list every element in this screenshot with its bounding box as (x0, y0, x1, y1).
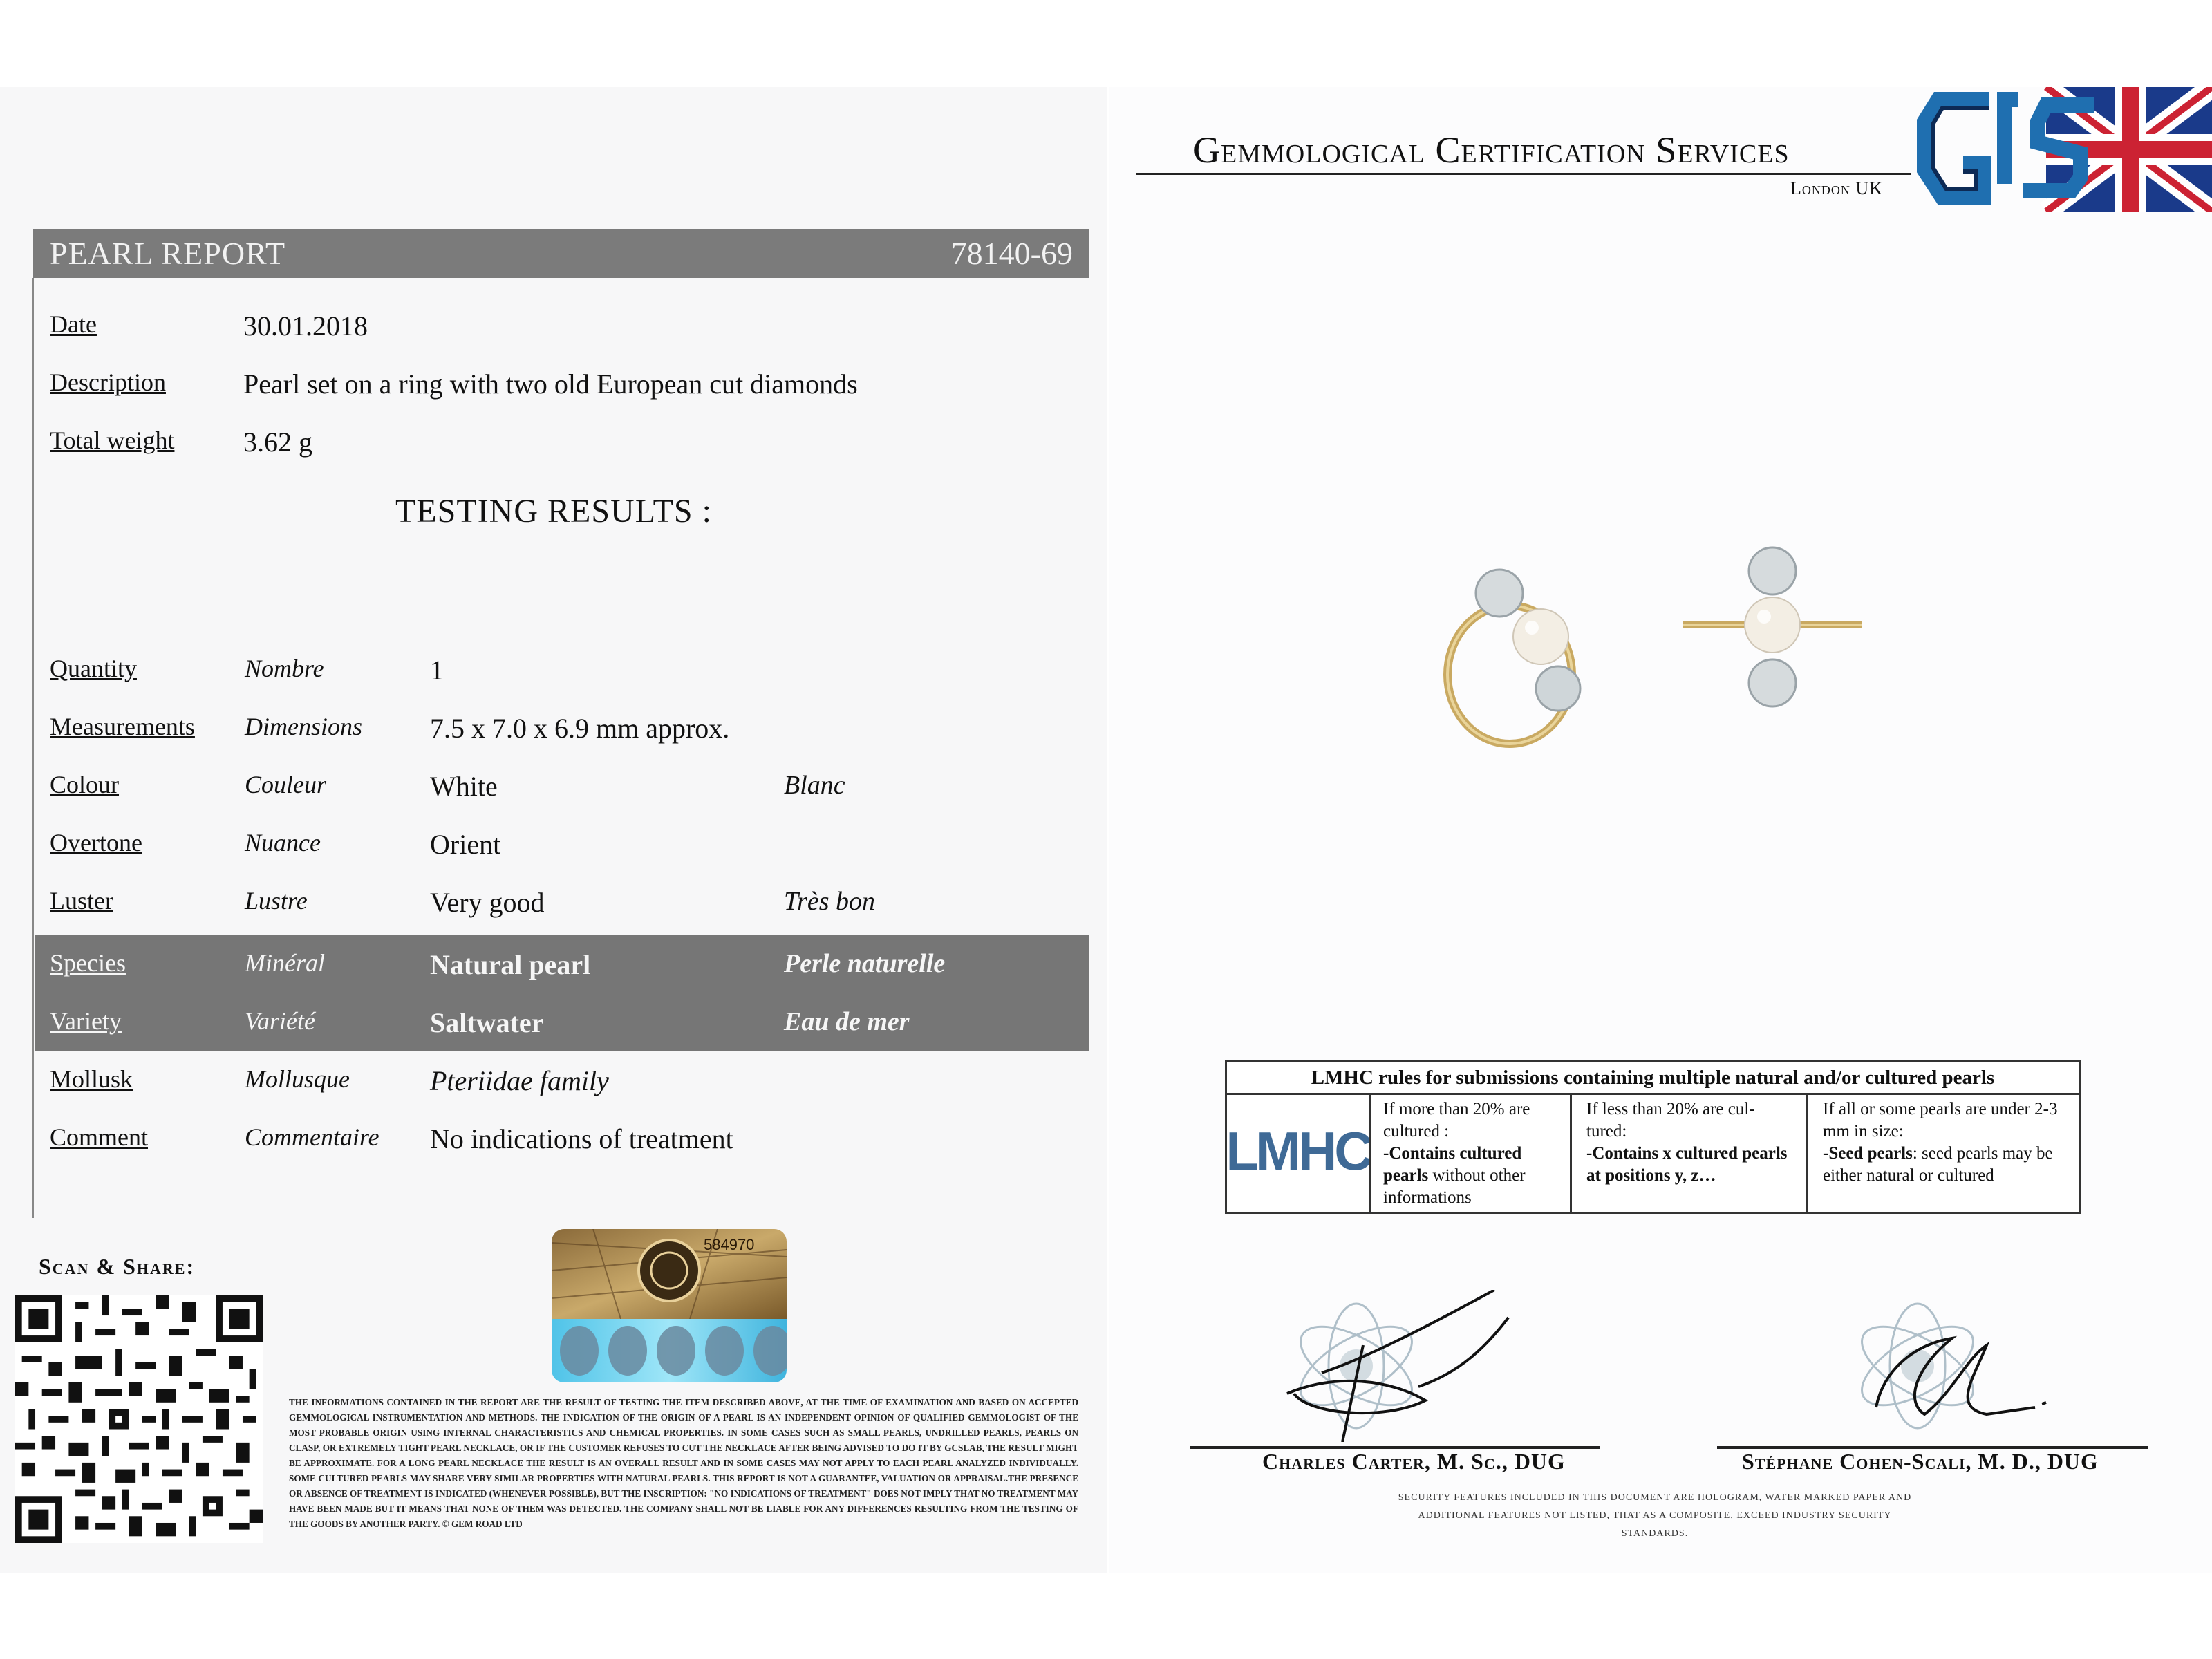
result-value: 1 (430, 655, 444, 686)
report-header-bar (33, 229, 1089, 278)
ring-photo (1427, 543, 1869, 751)
qr-code[interactable] (15, 1295, 263, 1543)
result-fr-label: Minéral (245, 949, 325, 977)
result-fr-value: Très bon (784, 887, 875, 916)
signer-name: Charles Carter, M. Sc., DUG (1262, 1449, 1566, 1474)
result-value: Orient (430, 829, 501, 860)
testing-heading: TESTING RESULTS : (395, 493, 712, 529)
result-row (35, 1109, 1089, 1167)
result-fr-label: Nuance (245, 829, 321, 856)
scan-share-label: Scan & Share: (39, 1254, 196, 1279)
result-label: Overtone (50, 829, 142, 856)
lmhc-col2-b: -Contains x cultured pearls at positions y, z… (1586, 1144, 1788, 1185)
description-label: Description (50, 368, 166, 396)
description-value: Pearl set on a ring with two old European cut diamonds (243, 368, 858, 400)
pearl-report-page (0, 87, 1107, 1573)
date-value: 30.01.2018 (243, 310, 368, 341)
company-name: Gemmological Certification Services (1193, 129, 1790, 171)
result-value: Saltwater (430, 1007, 544, 1038)
company-location: London UK (1790, 178, 1883, 198)
result-value: Natural pearl (430, 949, 591, 980)
lmhc-col3-b: -Seed pearls (1823, 1144, 1913, 1163)
lmhc-col1-c: without other informations (1383, 1166, 1526, 1207)
result-fr-label: Dimensions (245, 713, 362, 740)
result-value: Very good (430, 887, 545, 918)
lmhc-rules-table (1225, 1060, 2081, 1214)
disclaimer-text: THE INFORMATIONS CONTAINED IN THE REPORT ARE THE RESULT OF TESTING THE ITEM DESCRIBED ABOVE, AT THE TIME OF EXAMINATION AND BASED ON ACCEPTED GEMMOLOGICAL INSTRUMENTATION AND METHODS. THE INDICATION OF THE ORIGIN OF A PEARL IS AN INDEPENDENT OPINION OF QUALIFIED GEMMOLOGIST OF THE MOST PROBABLE ORIGIN USING INTERNAL CHARACTERISTICS AND CHEMICAL PROPERTIES. IN SOME CASES SUCH AS SMALL PEARLS, UNDRILLED PEARLS, PEARLS ON CLASP, OR EXTREMELY TIGHT PEARL NECKLACE, OR IF THE CUSTOMER REFUSES TO CUT THE NECKLACE AFTER BEING ADVISED TO DO IT BY GCSLAB, THE RESULT MIGHT BE APPROXIMATE. FOR A LONG PEARL NECKLACE THE RESULT IS AN OVERALL RESULT AND IN SOME CASES MAY NOT APPLY TO EACH PEARL ANALYZED INDIVIDUALLY. SOME CULTURED PEARLS MAY SHARE VERY SIMILAR PROPERTIES WITH NATURAL PEARLS. THIS REPORT IS NOT A GUARANTEE, VALUATION OR APPRAISAL.THE PRESENCE OR ABSENCE OF TREATMENT IS INDICATED (WHENEVER POSSIBLE), BUT THE INSCRIPTION: "NO INDICATIONS OF TREATMENT" DOES NOT IMPLY THAT NO TREATMENT MAY HAVE BEEN MADE BUT IT MEANS THAT NONE OF THEM WAS DETECTED. THE COMPANY SHALL NOT BE LIABLE FOR ANY DIFFERENCES RESULTING FROM THE TESTING OF THE GOODS BY ANOTHER PARTY. © GEM ROAD LTD (289, 1397, 1078, 1529)
result-label: Variety (50, 1007, 122, 1035)
certificate-page (1109, 87, 2212, 1573)
signature-carter (1280, 1290, 1571, 1442)
result-row (35, 814, 1089, 872)
result-fr-label: Lustre (245, 887, 308, 915)
company-underline (1136, 173, 1911, 175)
result-row (35, 756, 1089, 814)
result-fr-label: Couleur (245, 771, 327, 798)
gcs-logo (1915, 87, 2212, 212)
security-note: SECURITY FEATURES INCLUDED IN THIS DOCUMENT ARE HOLOGRAM, WATER MARKED PAPER AND ADDITIONAL FEATURES NOT LISTED, THAT AS A COMPOSITE, EXCEED INDUSTRY SECURITY STANDARDS. (1398, 1492, 1912, 1539)
description-row (35, 354, 1089, 412)
result-label: Comment (50, 1123, 148, 1151)
date-row (35, 296, 1089, 354)
result-row (35, 640, 1089, 698)
date-label: Date (50, 310, 97, 338)
result-row (35, 1051, 1089, 1109)
weight-row (35, 412, 1089, 470)
result-row-highlight (35, 993, 1089, 1051)
result-label: Quantity (50, 655, 137, 682)
weight-value: 3.62 g (243, 427, 312, 458)
lmhc-col3-c: : seed pearls may be either natural or cultured (1823, 1144, 2053, 1185)
lmhc-column (1383, 1098, 1556, 1209)
security-hologram (552, 1229, 787, 1382)
lmhc-col1-a: If more than 20% are cultured : (1383, 1100, 1530, 1141)
result-fr-label: Commentaire (245, 1123, 379, 1151)
result-value: White (430, 771, 498, 802)
result-label: Mollusk (50, 1065, 133, 1093)
lmhc-logo (1227, 1095, 1371, 1212)
lmhc-column (1823, 1098, 2065, 1187)
column-divider (1570, 1095, 1572, 1212)
result-fr-label: Nombre (245, 655, 324, 682)
lmhc-col1-b: -Contains cultured pearls (1383, 1144, 1522, 1185)
report-title: PEARL REPORT (50, 236, 286, 271)
lmhc-col3-a: If all or some pearls are under 2-3 mm in size: (1823, 1100, 2058, 1141)
result-fr-value: Eau de mer (784, 1007, 910, 1036)
result-fr-label: Variété (245, 1007, 315, 1035)
lmhc-logo-text: LMHC (1227, 1121, 1369, 1181)
result-fr-label: Mollusque (245, 1065, 350, 1093)
signer-name: Stéphane Cohen-Scali, M. D., DUG (1742, 1449, 2099, 1474)
result-row-highlight (35, 935, 1089, 993)
result-label: Measurements (50, 713, 195, 740)
result-fr-value: Blanc (784, 771, 845, 800)
result-label: Species (50, 949, 126, 977)
weight-label: Total weight (50, 427, 175, 454)
hologram-serial: 584970 (704, 1236, 755, 1253)
left-rule (32, 278, 34, 1218)
result-value: 7.5 x 7.0 x 6.9 mm approx. (430, 713, 730, 744)
result-value: No indications of treatment (430, 1123, 733, 1154)
result-value: Pteriidae family (430, 1065, 609, 1096)
result-row (35, 872, 1089, 930)
column-divider (1806, 1095, 1808, 1212)
result-row (35, 698, 1089, 756)
result-label: Colour (50, 771, 120, 798)
lmhc-title: LMHC rules for submissions containing multiple natural and/or cultured pearls (1227, 1062, 2079, 1095)
report-number: 78140-69 (950, 236, 1073, 271)
result-fr-value: Perle naturelle (784, 949, 946, 978)
lmhc-column (1586, 1098, 1794, 1187)
lmhc-col2-a: If less than 20% are cul-tured: (1586, 1100, 1755, 1141)
signature-cohen-scali (1835, 1290, 2070, 1442)
result-label: Luster (50, 887, 113, 915)
